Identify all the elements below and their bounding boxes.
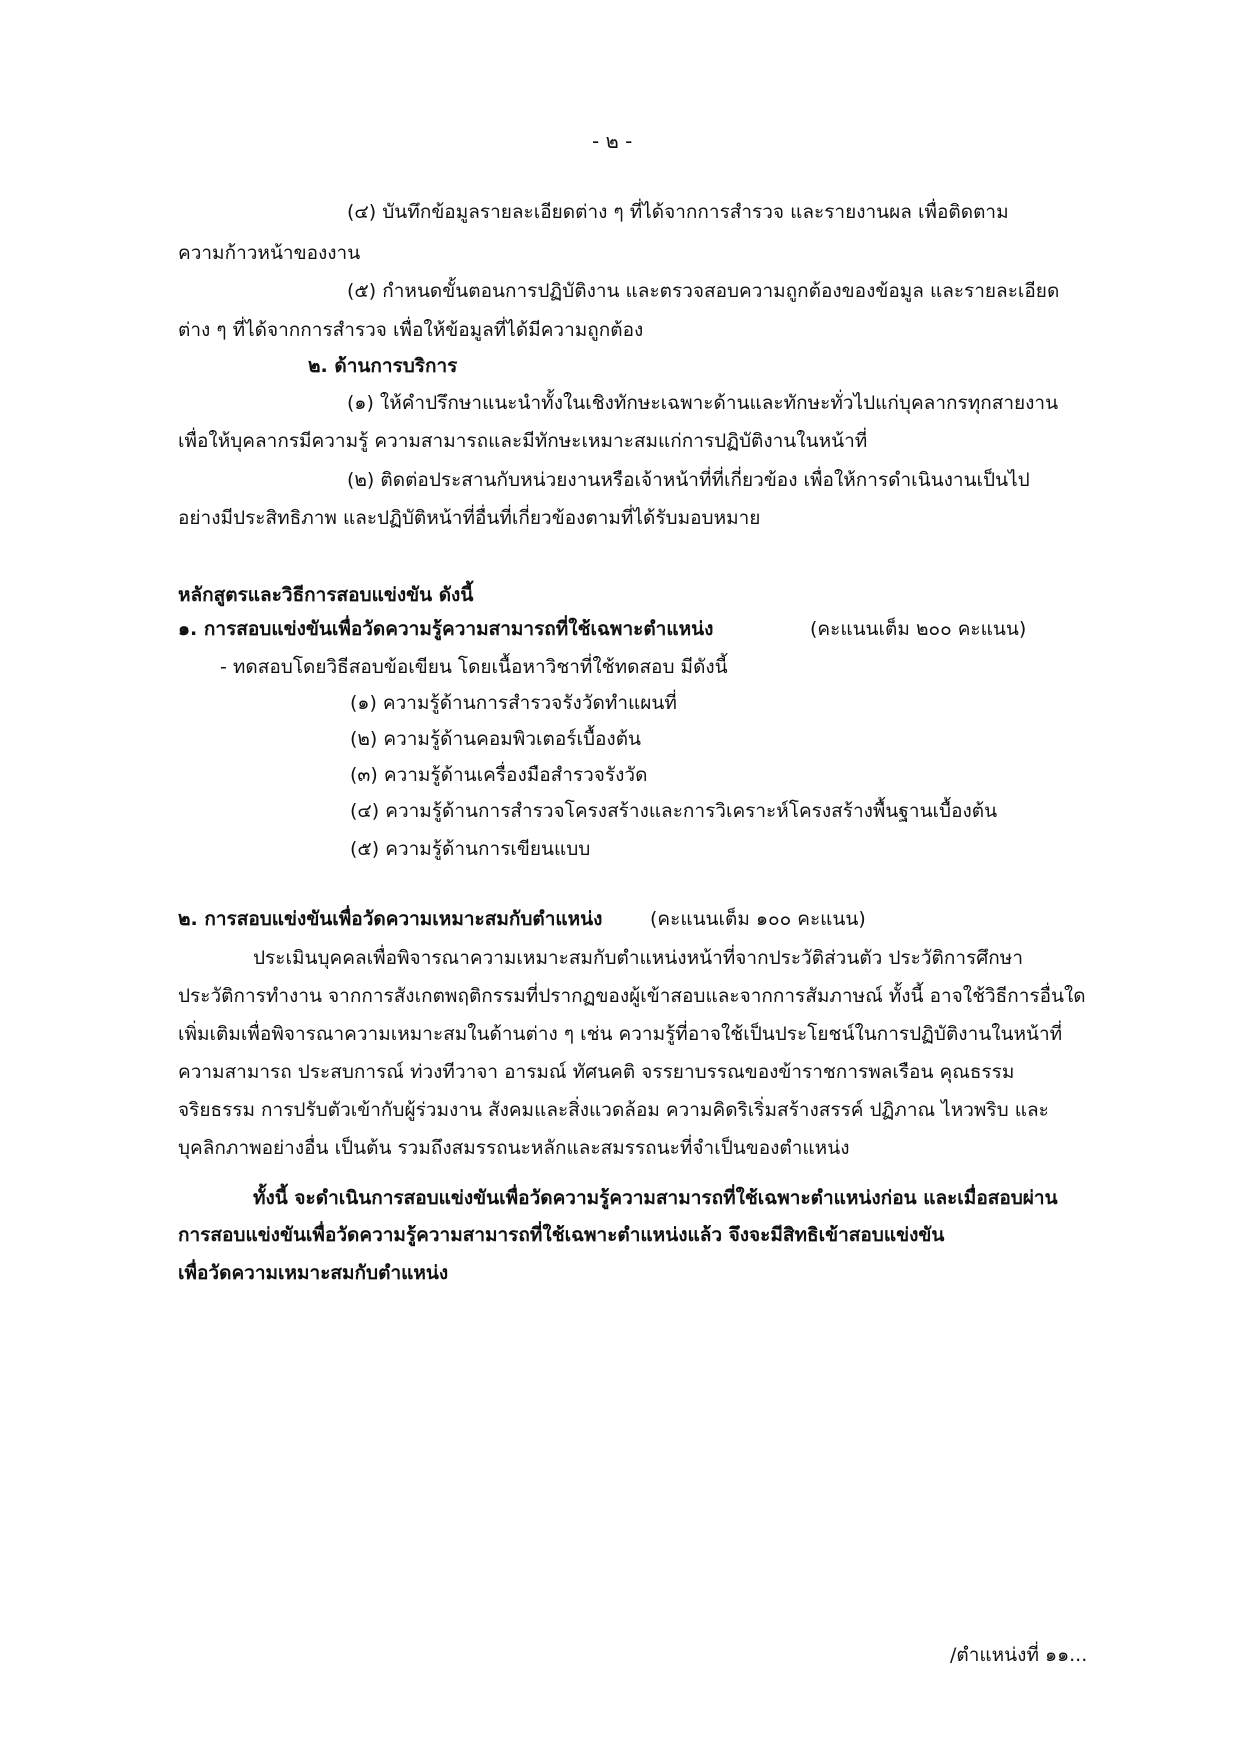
- duty-item-4-line-2: ความก้าวหน้าของงาน: [178, 242, 361, 264]
- exam-2-paragraph-line: ความสามารถ ประสบการณ์ ท่วงทีวาจา อารมณ์ ทัศนคติ จรรยาบรรณของข้าราชการพลเรือน คุณธรรม: [178, 1061, 1015, 1083]
- duty-item-5-line-1: (๕) กำหนดขั้นตอนการปฏิบัติงาน และตรวจสอบความถูกต้องของข้อมูล และรายละเอียด: [347, 280, 1060, 302]
- exam-2-heading: ๒. การสอบแข่งขันเพื่อวัดความเหมาะสมกับตำแหน่ง: [178, 908, 603, 930]
- exam-1-method: - ทดสอบโดยวิธีสอบข้อเขียน โดยเนื้อหาวิชาที่ใช้ทดสอบ มีดังนี้: [220, 656, 728, 678]
- subject-item: (๔) ความรู้ด้านการสำรวจโครงสร้างและการวิเคราะห์โครงสร้างพื้นฐานเบื้องต้น: [350, 800, 998, 822]
- exam-1-heading: ๑. การสอบแข่งขันเพื่อวัดความรู้ความสามารถที่ใช้เฉพาะตำแหน่ง: [178, 618, 714, 640]
- exam-2-paragraph-line: บุคลิกภาพอย่างอื่น เป็นต้น รวมถึงสมรรถนะหลักและสมรรถนะที่จำเป็นของตำแหน่ง: [178, 1137, 850, 1159]
- footer-continuation: /ตำแหน่งที่ ๑๑...: [950, 1644, 1088, 1666]
- subject-item: (๓) ความรู้ด้านเครื่องมือสำรวจรังวัด: [350, 764, 648, 786]
- page-number: - ๒ -: [592, 129, 633, 153]
- service-item-2-line-1: (๒) ติดต่อประสานกับหน่วยงานหรือเจ้าหน้าที่ที่เกี่ยวข้อง เพื่อให้การดำเนินงานเป็นไป: [347, 469, 1030, 491]
- service-item-1-line-1: (๑) ให้คำปรึกษาแนะนำทั้งในเชิงทักษะเฉพาะด้านและทักษะทั่วไปแก่บุคลากรทุกสายงาน: [347, 392, 1059, 414]
- exam-2-paragraph-line: เพิ่มเติมเพื่อพิจารณาความเหมาะสมในด้านต่าง ๆ เช่น ความรู้ที่อาจใช้เป็นประโยชน์ในการปฏิบัติงานในหน้าที่: [178, 1023, 1063, 1045]
- service-heading: ๒. ด้านการบริการ: [308, 355, 458, 377]
- exam-2-score: (คะแนนเต็ม ๑๐๐ คะแนน): [650, 908, 866, 930]
- exam-1-score: (คะแนนเต็ม ๒๐๐ คะแนน): [810, 618, 1027, 640]
- duty-item-4-line-1: (๔) บันทึกข้อมูลรายละเอียดต่าง ๆ ที่ได้จากการสำรวจ และรายงานผล เพื่อติดตาม: [347, 201, 1009, 223]
- subject-item: (๑) ความรู้ด้านการสำรวจรังวัดทำแผนที่: [350, 692, 677, 714]
- exam-2-paragraph-line: ประวัติการทำงาน จากการสังเกตพฤติกรรมที่ปรากฏของผู้เข้าสอบและจากการสัมภาษณ์ ทั้งนี้ อาจใช้วิธีการอื่นใด: [178, 985, 1086, 1007]
- duty-item-5-line-2: ต่าง ๆ ที่ได้จากการสำรวจ เพื่อให้ข้อมูลที่ได้มีความถูกต้อง: [178, 319, 644, 341]
- conclusion-line: ทั้งนี้ จะดำเนินการสอบแข่งขันเพื่อวัดความรู้ความสามารถที่ใช้เฉพาะตำแหน่งก่อน และเมื่อสอบผ่าน: [253, 1187, 1058, 1209]
- subject-item: (๕) ความรู้ด้านการเขียนแบบ: [350, 838, 591, 860]
- exam-2-paragraph-line: จริยธรรม การปรับตัวเข้ากับผู้ร่วมงาน สังคมและสิ่งแวดล้อม ความคิดริเริ่มสร้างสรรค์ ปฏิภาณ ไหวพริบ และ: [178, 1099, 1049, 1121]
- service-item-2-line-2: อย่างมีประสิทธิภาพ และปฏิบัติหน้าที่อื่นที่เกี่ยวข้องตามที่ได้รับมอบหมาย: [178, 507, 761, 529]
- curriculum-heading: หลักสูตรและวิธีการสอบแข่งขัน ดังนี้: [178, 584, 474, 606]
- service-item-1-line-2: เพื่อให้บุคลากรมีความรู้ ความสามารถและมีทักษะเหมาะสมแก่การปฏิบัติงานในหน้าที่: [178, 430, 868, 452]
- subject-item: (๒) ความรู้ด้านคอมพิวเตอร์เบื้องต้น: [350, 728, 642, 750]
- conclusion-line: การสอบแข่งขันเพื่อวัดความรู้ความสามารถที่ใช้เฉพาะตำแหน่งแล้ว จึงจะมีสิทธิเข้าสอบแข่งขัน: [178, 1224, 945, 1246]
- conclusion-line: เพื่อวัดความเหมาะสมกับตำแหน่ง: [178, 1262, 449, 1284]
- exam-2-paragraph-line: ประเมินบุคคลเพื่อพิจารณาความเหมาะสมกับตำแหน่งหน้าที่จากประวัติส่วนตัว ประวัติการศึกษา: [253, 947, 1023, 969]
